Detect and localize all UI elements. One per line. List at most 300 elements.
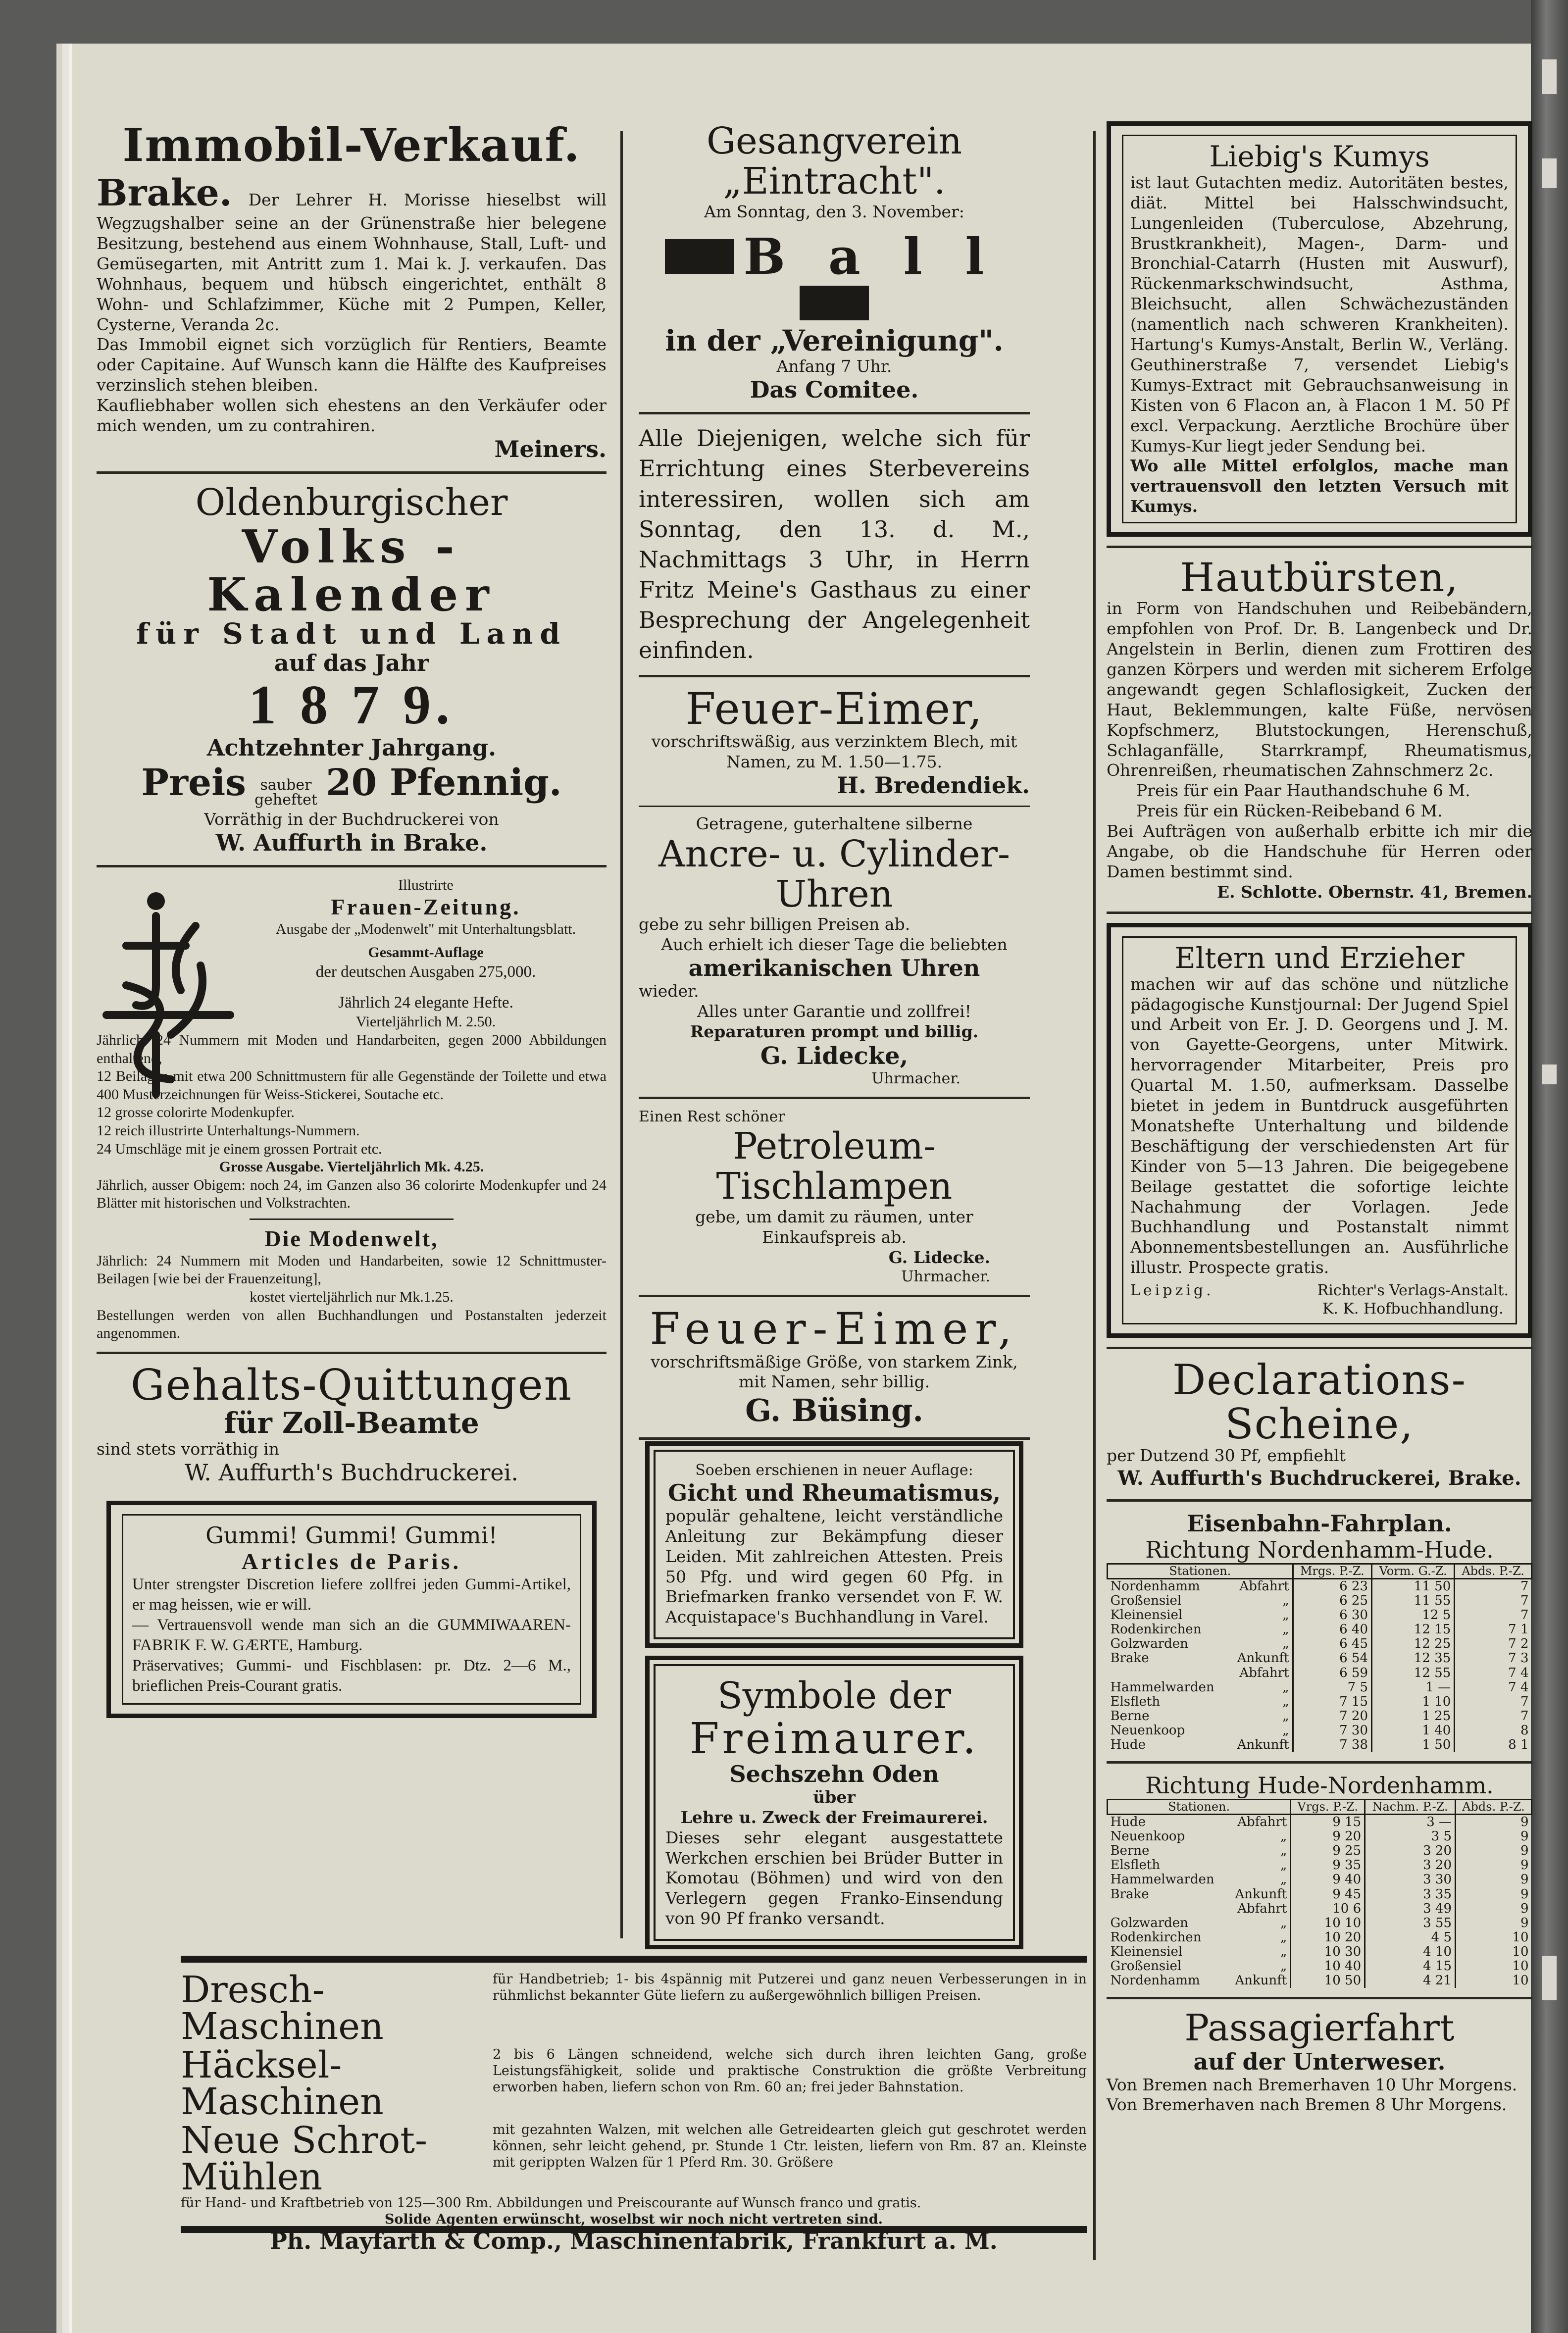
eltern-title: Eltern und Erzieher [1174,941,1465,975]
immobil-text1: Der Lehrer H. Morisse hieselbst will Wegzugshalber seine an der Grünenstraße hier belegene Besitzung, bestehend aus einem Wohnhause, Stall, Luft- und Gemüsegarten, mit Antritt zum 1. Mai k. J. verkaufen. Das Wohnhaus, bequem und hübsch eingerichtet, enthält 8 Wohn- und Schlafzimmer, Küche mit 2 Pumpen, Keller, Cysterne, Veranda 2c. [97,190,607,334]
sterbe-text: Alle Diejenigen, welche sich für Errichtung eines Sterbevereins interessiren, wollen sich am Sonntag, den 13. d. M., Nachmittags 3 Uhr, in Herrn Fritz Meine's Gasthaus zu einer Besprechung der Angelegenheit einfinden. [639,425,1030,664]
column-rule-2 [1093,131,1096,2260]
divider [639,675,1030,677]
arrival-departure-cell: „ [1282,1694,1289,1709]
timetable-row [1108,1695,1532,1709]
arrival-departure-cell: „ [1282,1622,1289,1637]
gesang-l4: Das Comitee. [750,376,919,404]
arrival-departure-cell: „ [1282,1708,1289,1724]
time-cell: 10 50 [1291,1974,1365,1988]
kalender-l2: Volks - Kalender [207,520,496,621]
divider [250,1218,454,1220]
arrival-departure-cell: „ [1282,1723,1289,1738]
maschine-2-text: 2 bis 6 Längen schneidend, welche sich durch ihren leichten Gang, große Leistungsfähigkeit, solide und praktische Construktion die größte Verbreitung erworben haben, liefern schon von Rm. 60 an; frei jeder Bahnstation. [493,2047,1087,2095]
uhren-l7: Reparaturen prompt und billig. [690,1021,979,1041]
feuer2-ad [639,1303,1030,1429]
time-cell: 9 15 [1291,1814,1365,1829]
time-cell: 6 30 [1293,1608,1371,1623]
divider [1107,1499,1532,1502]
column-rule-1 [620,131,623,1938]
maschine-1: Dresch-Maschinen [181,1969,384,2048]
fahrplan-table-2 [1107,1799,1532,1988]
arrival-departure-cell: Abfahrt [1237,1901,1287,1916]
station-cell [1108,1666,1228,1680]
timetable-row [1108,1829,1532,1844]
uhren-l2: gebe zu sehr billigen Preisen ab. [639,914,910,934]
time-cell: 12 25 [1372,1637,1455,1651]
time-cell: 3 49 [1365,1902,1456,1916]
time-cell: 7 38 [1293,1738,1371,1752]
time-cell: 7 4 [1455,1680,1532,1695]
maschine-text-4: für Hand- und Kraftbetrieb von 125—300 Rm. Abbildungen und Preiscourante auf Wunsch franco und gratis. [181,2195,921,2211]
time-cell: 11 50 [1372,1578,1455,1594]
time-cell: 7 3 [1455,1651,1532,1666]
column-right [1107,121,1532,2115]
time-cell: 9 [1456,1844,1532,1858]
kalender-l5: Achtzehnter Jahrgang. [206,734,497,761]
frauen-grosse-text: Jährlich, ausser Obigem: noch 24, im Ganzen also 36 colorirte Modenkupfer und 24 Blätter mit historischen und Volkstrachten. [97,1176,607,1212]
kumys-bold: Wo alle Mittel erfolglos, mache man vertrauensvoll den letzten Versuch mit Kumys. [1130,456,1509,516]
station-cell: Brake [1110,1886,1149,1902]
gehalt-l4: W. Auffurth's Buchdruckerei. [185,1459,518,1486]
divider [1107,546,1532,548]
time-cell: 3 20 [1365,1844,1456,1858]
petrol-signature2: Uhrmacher. [901,1268,990,1285]
arrival-departure-cell: Abfahrt [1237,1814,1287,1829]
kalender-l4: auf das Jahr [274,650,429,677]
divider [97,471,607,474]
fahrplan [1107,1511,1532,1988]
frei-l1: Symbole der [717,1674,952,1718]
divider [1107,912,1532,914]
fahrplan-title: Eisenbahn-Fahrplan. [1187,1510,1452,1537]
time-cell: 12 15 [1372,1623,1455,1637]
station-cell: Rodenkirchen [1110,1622,1202,1637]
station-cell: Golzwarden [1110,1636,1188,1652]
immobil-text2: Das Immobil eignet sich vorzüglich für Rentiers, Beamte oder Capitaine. Auf Wunsch kann die Hälfte des Kaufpreises verzinslich stehen bleiben. [97,335,607,395]
uhren-l5: wieder. [639,981,699,1001]
petrol-l2: gebe, um damit zu räumen, unter Einkaufspreis ab. [695,1207,973,1247]
kumys-text: ist laut Gutachten mediz. Autoritäten bestes, diät. Mittel bei Halsschwindsucht, Lungenleiden (Tuberculose, Abzehrung, Brustkrankheit), Magen-, Darm- und Bronchial-Catarrh (Husten mit Auswurf), Rückenmarkschwindsucht, Asthma, Bleichsucht, allen Schwächezuständen (namentlich nach schweren Krankheiten). Hartung's Kumys-Anstalt, Berlin W., Verläng. Geuthinerstraße 7, versendet Liebig's Kumys-Extract mit Gebrauchsanweisung in Kisten von 6 Flacon an, à Flacon 1 M. 50 Pf excl. Verpackung. Aerztliche Brochüre über Kumys-Kur liegt jeder Sendung bei. [1130,172,1509,456]
table-header: Vorm. G.-Z. [1372,1564,1455,1579]
immobil-title: Immobil-Verkauf. [122,118,581,172]
column-middle [639,121,1030,1941]
timetable-row [1108,1666,1532,1680]
kalender-l7: W. Auffurth in Brake. [215,829,488,856]
petrol-signature: G. Lidecke. [888,1247,990,1267]
petrol-ad [639,1108,1030,1286]
timetable-row [1108,1738,1532,1752]
uhren-l4: amerikanischen Uhren [688,955,980,982]
decl-ad [1107,1358,1532,1490]
black-bar [665,239,734,274]
divider [1107,1347,1532,1349]
maschine-signature: Ph. Mayfarth & Comp., Maschinenfabrik, Frankfurt a. M. [270,2227,998,2254]
kalender-l3: für Stadt und Land [136,617,567,651]
gummi-l5: Präservatives; Gummi- und Fischblasen: pr. Dtz. 2—6 M., brieflichen Preis-Courant gratis. [132,1657,571,1695]
station-cell: Nordenhamm [1110,1973,1200,1988]
table-header: Stationen. [1108,1564,1293,1579]
frauen-item: 12 reich illustrirte Unterhaltungs-Nummern. [97,1122,360,1139]
kalender-l6: Vorräthig in der Buchdruckerei von [204,810,499,829]
gesang-l3: Anfang 7 Uhr. [776,356,892,376]
timetable-row [1108,1651,1532,1666]
arrival-departure-cell: Ankunft [1235,1973,1287,1988]
time-cell: 9 20 [1291,1829,1365,1844]
frauen-l5: der deutschen Ausgaben 275,000. [315,963,536,981]
frei-l5: Lehre u. Zweck der Freimaurerei. [680,1807,988,1827]
time-cell: 6 23 [1293,1578,1371,1594]
eltern-ad [1107,923,1532,1338]
arrival-departure-cell: Ankunft [1237,1651,1289,1666]
time-cell: 7 [1455,1608,1532,1623]
arrival-departure-cell: „ [1280,1915,1287,1930]
immobil-place: Brake. [97,171,232,214]
time-cell: 1 40 [1372,1724,1455,1738]
time-cell: 10 [1456,1930,1532,1945]
time-cell: 9 [1456,1814,1532,1829]
time-cell: 1 — [1372,1680,1455,1695]
maschine-2: Häcksel-Maschinen [181,2044,384,2123]
gehalt-ad [97,1360,607,1486]
time-cell: 9 [1456,1829,1532,1844]
eltern-text: machen wir auf das schöne und nützliche pädagogische Kunstjournal: Der Jugend Spiel und Arbeit von Er. J. D. Georgens und J. M. von Gayette-Georgens, unter Mitwirk. hervorragender Mitarbeiter, Preis pro Quartal M. 1.50, aufmerksam. Dasselbe bietet in jedem in Buntdruck ausgeführten Monatshefte Unterhaltung und bildende Beschäftigung der verschiedensten Art für Kinder von 5—13 Jahren. Die beigegebene Beilage gestattet die sofortige leichte Nachahmung der Vorlagen. Jede Buchhandlung und Postanstalt nimmt Abonnementsbestellungen an. Ausführliche illustr. Prospecte gratis. [1130,974,1509,1277]
time-cell: 12 5 [1372,1608,1455,1623]
station-cell: Brake [1110,1651,1149,1666]
station-cell: Hude [1110,1814,1146,1829]
uhren-signature: G. Lidecke, [760,1042,909,1070]
time-cell: 7 30 [1293,1724,1371,1738]
frei-l2: Freimaurer. [689,1714,979,1764]
time-cell: 10 [1456,1974,1532,1988]
timetable-row [1108,1873,1532,1887]
petrol-title: Petroleum-Tischlampen [716,1125,953,1208]
time-cell: 10 6 [1291,1902,1365,1916]
station-cell: Hammelwarden [1110,1679,1214,1695]
time-cell: 10 30 [1291,1945,1365,1959]
sterbe-ad [639,423,1030,665]
gesang-ball: B a l l [743,227,997,286]
time-cell: 9 [1456,1916,1532,1930]
timetable-row [1108,1578,1532,1594]
timetable-row [1108,1594,1532,1608]
station-cell: Großensiel [1110,1593,1182,1609]
book-spine [1531,0,1568,2333]
time-cell: 7 4 [1455,1666,1532,1680]
timetable-row [1108,1902,1532,1916]
eltern-right1: Richter's Verlags-Anstalt. [1317,1282,1509,1300]
time-cell: 3 5 [1365,1829,1456,1844]
kalender-price-c: 20 Pfennig. [326,761,562,804]
arrival-departure-cell: Ankunft [1237,1737,1289,1753]
timetable-row [1108,1709,1532,1724]
arrival-departure-cell: Abfahrt [1239,1665,1289,1680]
time-cell: 7 [1455,1695,1532,1709]
frauen-item: 12 Beilagen mit etwa 200 Schnittmustern für alle Gegenstände der Toilette und etwa 400 Musterzeichnungen für Weiss-Stickerei, Soutache etc. [97,1068,607,1103]
time-cell: 9 [1456,1887,1532,1902]
timetable-row [1108,1916,1532,1930]
gicht-ad [654,1450,1015,1639]
frauen-ad [97,876,607,1343]
time-cell: 10 20 [1291,1930,1365,1945]
station-cell [1108,1902,1227,1916]
arrival-departure-cell: Abfahrt [1239,1578,1289,1594]
timetable-row [1108,1814,1532,1829]
timetable-row [1108,1637,1532,1651]
gesang-l2: in der „Vereinigung". [665,323,1004,357]
arrival-departure-cell: „ [1282,1608,1289,1623]
decl-l2: W. Auffurth's Buchdruckerei, Brake. [1117,1466,1521,1490]
maschine-3-text: mit gezahnten Walzen, mit welchen alle Getreidearten gleich gut geschrotet werden können, sehr leicht gehend, pr. Stunde 1 Ctr. leisten, liefern von Rm. 87 an. Kleinste mit gerippten Walzen für 1 Pferd Rm. 30. Größere [493,2122,1087,2170]
table-header: Vrgs. P.-Z. [1291,1800,1365,1815]
haut-p2: Preis für ein Rücken-Reibeband 6 M. [1136,801,1443,821]
frei-l4: über [813,1787,856,1807]
time-cell: 7 15 [1293,1695,1371,1709]
gummi-ad [106,1501,597,1718]
time-cell: 12 55 [1372,1666,1455,1680]
divider [639,1295,1030,1297]
table-header: Nachm. P.-Z. [1365,1800,1456,1815]
modenwelt-price: kostet vierteljährlich nur Mk.1.25. [250,1288,454,1305]
timetable-row [1108,1959,1532,1974]
station-cell: Berne [1110,1708,1150,1724]
feuer2-title: Feuer-Eimer, [650,1303,1019,1355]
timetable-row [1108,1974,1532,1988]
timetable-row [1108,1844,1532,1858]
frauen-l1: Illustrirte [398,876,454,893]
gummi-l4: — Vertrauensvoll wende man sich an die GUMMIWAAREN-FABRIK F. W. GÆRTE, Hamburg. [132,1616,571,1655]
gehalt-l2: für Zoll-Beamte [224,1406,479,1440]
divider [639,1437,1030,1440]
arrival-departure-cell: Ankunft [1235,1886,1287,1902]
haut-p1: Preis für ein Paar Hauthandschuhe 6 M. [1136,781,1470,801]
time-cell: 8 [1455,1724,1532,1738]
uhren-title: Ancre- u. Cylinder-Uhren [658,832,1010,916]
gehalt-l3: sind stets vorräthig in [97,1439,279,1459]
station-cell: Neuenkoop [1110,1723,1185,1738]
divider [1107,1997,1532,1999]
kalender-price-a: Preis [141,761,246,804]
time-cell: 10 10 [1291,1916,1365,1930]
time-cell: 9 [1456,1873,1532,1887]
timetable-row [1108,1858,1532,1873]
haut-p3: Bei Aufträgen von außerhalb erbitte ich mir die Angabe, ob die Handschuhe für Herren oder Damen bestimmt sind. [1107,821,1532,881]
station-cell: Hude [1110,1737,1146,1753]
passagier-l2: auf der Unterweser. [1193,2048,1446,2075]
feuer1-signature: H. Bredendiek. [837,771,1030,799]
gicht-title: Gicht und Rheumatismus, [667,1479,1001,1506]
haut-text: in Form von Handschuhen und Reibebändern, empfohlen von Prof. Dr. B. Langenbeck und Dr. Angelstein in Berlin, dienen zum Frottiren des ganzen Körpers und werden mit sicherem Erfolge angewandt gegen Schlaflosigkeit, Zucken der Haut, Beklemmungen, kalte Füße, nervösen Kopfschmerz, Blutstockungen, Herenschuß, Schlaganfälle, Starrkrampf, Rheumatismus, Ohrenreißen, rheumatischen Zahnschmerz 2c. [1107,599,1532,780]
kumys-ad [1107,121,1532,537]
gesang-l1: Am Sonntag, den 3. November: [704,202,964,221]
immobil-text3: Kaufliebhaber wollen sich ehestens an den Verkäufer oder mich wenden, um zu contrahiren. [97,396,607,436]
time-cell: 10 40 [1291,1959,1365,1974]
freimaurer-ad [654,1664,1015,1941]
divider [639,806,1030,807]
frauen-l4: Gesammt-Auflage [368,944,484,961]
station-cell: Kleinensiel [1110,1944,1183,1959]
frauen-l2: Frauen-Zeitung. [331,894,521,920]
station-cell: Golzwarden [1110,1915,1188,1930]
frauen-l7: Vierteljährlich M. 2.50. [355,1014,496,1030]
passagier-l1: Passagierfahrt [1184,2007,1455,2050]
station-cell: Neuenkoop [1110,1829,1185,1844]
time-cell: 9 25 [1291,1844,1365,1858]
timetable-row [1108,1608,1532,1623]
modenwelt-emblem-icon [97,886,240,1099]
gummi-title: Gummi! Gummi! Gummi! [205,1522,498,1549]
gummi-l2: Articles de Paris. [242,1548,461,1574]
frauen-grosse: Grosse Ausgabe. Vierteljährlich Mk. 4.25. [219,1159,484,1175]
station-cell: Elsfleth [1110,1858,1161,1873]
station-cell: Elsfleth [1110,1694,1161,1709]
time-cell: 6 45 [1293,1637,1371,1651]
station-cell: Nordenhamm [1110,1578,1200,1594]
gehalt-title: Gehalts-Quittungen [130,1360,573,1410]
frauen-item: Jährlich: 24 Nummern mit Moden und Handarbeiten, gegen 2000 Abbildungen enthaltend, [97,1031,607,1066]
feuer1-title: Feuer-Eimer, [685,683,983,734]
arrival-departure-cell: „ [1280,1872,1287,1887]
kumys-title: Liebig's Kumys [1209,140,1430,173]
eltern-right2: K. K. Hofbuchhandlung. [1322,1300,1504,1318]
arrival-departure-cell: „ [1282,1593,1289,1609]
decl-l1: per Dutzend 30 Pf, empfiehlt [1107,1445,1346,1465]
arrival-departure-cell: „ [1280,1829,1287,1844]
fahrplan-table-1 [1107,1563,1532,1752]
time-cell: 1 25 [1372,1709,1455,1724]
haut-signature: E. Schlotte. Obernstr. 41, Bremen. [1217,882,1532,902]
frei-text: Dieses sehr elegant ausgestattete Werkchen erschien bei Brüder Butter in Komotau (Böhmen) und wird von den Verlegern gegen Franko-Einsendung von 90 Pf franko versandt. [665,1827,1003,1928]
time-cell: 7 [1455,1578,1532,1594]
time-cell: 1 10 [1372,1695,1455,1709]
station-cell: Hammelwarden [1110,1872,1214,1887]
timetable-row [1108,1724,1532,1738]
divider [639,1097,1030,1099]
arrival-departure-cell: „ [1280,1944,1287,1959]
fahrplan-dir2: Richtung Hude-Nordenhamm. [1145,1772,1494,1799]
frauen-bestell: Bestellungen werden von allen Buchhandlungen und Postanstalten jederzeit angenommen. [97,1307,607,1342]
modenwelt-title: Die Modenwelt, [264,1225,439,1251]
haut-ad [1107,557,1532,903]
timetable-row [1108,1680,1532,1695]
time-cell: 4 21 [1365,1974,1456,1988]
timetable-row [1108,1623,1532,1637]
divider [97,1352,607,1354]
gummi-l3: Unter strengster Discretion liefere zollfrei jeden Gummi-Artikel, er mag heissen, wie er will. [132,1575,571,1614]
time-cell: 9 40 [1291,1873,1365,1887]
time-cell: 7 2 [1455,1637,1532,1651]
immobil-ad [97,118,607,462]
immobil-signature: Meiners. [494,435,607,462]
gicht-text: populär gehaltene, leicht verständliche Anleitung zur Bekämpfung dieser Leiden. Mit zahlreichen Attesten. Preis 50 Pfg. und wird gegen 60 Pfg. in Briefmarken franko versendet von F. W. Acquistapace's Buchhandlung in Varel. [665,1506,1003,1627]
time-cell: 1 50 [1372,1738,1455,1752]
time-cell: 7 [1455,1594,1532,1608]
table-header: Mrgs. P.-Z. [1293,1564,1371,1579]
divider [1107,1761,1532,1764]
station-cell: Rodenkirchen [1110,1929,1202,1945]
time-cell: 4 15 [1365,1959,1456,1974]
divider [639,412,1030,414]
table-header: Abds. P.-Z. [1456,1800,1532,1815]
maschinen-ad [181,1956,1087,2254]
timetable-row [1108,1930,1532,1945]
time-cell: 4 5 [1365,1930,1456,1945]
passagier-l4: Von Bremerhaven nach Bremen 8 Uhr Morgens. [1107,2095,1507,2115]
time-cell: 6 54 [1293,1651,1371,1666]
uhren-signature2: Uhrmacher. [871,1069,961,1087]
feuer2-signature: G. Büsing. [745,1392,923,1429]
timetable-row [1108,1945,1532,1959]
haut-title: Hautbürsten, [1180,555,1459,601]
arrival-departure-cell: „ [1280,1959,1287,1974]
column-left [97,118,607,1718]
kalender-price-b2: geheftet [254,791,317,809]
time-cell: 3 — [1365,1814,1456,1829]
frauen-item: 12 grosse colorirte Modenkupfer. [97,1104,295,1121]
station-cell: Kleinensiel [1110,1608,1183,1623]
feuer2-text: vorschriftsmäßige Größe, von starkem Zink, mit Namen, sehr billig. [651,1352,1018,1392]
fahrplan-dir1: Richtung Nordenhamm-Hude. [1145,1536,1494,1564]
gesang-title: Gesangverein „Eintracht". [706,120,962,203]
time-cell: 7 1 [1455,1623,1532,1637]
frauen-item: 24 Umschläge mit je einem grossen Portrait etc. [97,1140,382,1157]
frauen-l6: Jährlich 24 elegante Hefte. [338,994,513,1012]
feuer1-text: vorschriftswäßig, aus verzinktem Blech, mit Namen, zu M. 1.50—1.75. [651,732,1017,771]
maschine-text-5: Solide Agenten erwünscht, woselbst wir noch nicht vertreten sind. [384,2211,883,2227]
time-cell: 4 10 [1365,1945,1456,1959]
table-header: Stationen. [1108,1800,1291,1815]
time-cell: 9 [1456,1858,1532,1873]
time-cell: 3 30 [1365,1873,1456,1887]
time-cell: 3 35 [1365,1887,1456,1902]
maschine-3: Neue Schrot-Mühlen [181,2119,427,2198]
time-cell: 10 [1456,1959,1532,1974]
time-cell: 7 [1455,1709,1532,1724]
feuer1-ad [639,683,1030,799]
time-cell: 3 20 [1365,1858,1456,1873]
eltern-left: Leipzig. [1130,1282,1214,1300]
time-cell: 9 45 [1291,1887,1365,1902]
time-cell: 6 59 [1293,1666,1371,1680]
station-cell: Großensiel [1110,1959,1182,1974]
kalender-l1: Oldenburgischer [195,481,508,524]
time-cell: 9 35 [1291,1858,1365,1873]
table-header: Abds. P.-Z. [1455,1564,1532,1579]
time-cell: 10 [1456,1945,1532,1959]
time-cell: 8 1 [1455,1738,1532,1752]
time-cell: 6 25 [1293,1594,1371,1608]
kalender-ad [97,483,607,856]
passagier-ad [1107,2008,1532,2115]
arrival-departure-cell: „ [1280,1843,1287,1859]
arrival-departure-cell: „ [1282,1636,1289,1652]
modenwelt-text: Jährlich: 24 Nummern mit Moden und Handarbeiten, sowie 12 Schnittmuster-Beilagen [wie bei der Frauenzeitung], [97,1252,607,1287]
petrol-l1: Einen Rest schöner [639,1108,785,1126]
uhren-ad [639,814,1030,1088]
time-cell: 3 55 [1365,1916,1456,1930]
timetable-row [1108,1887,1532,1902]
arrival-departure-cell: „ [1280,1929,1287,1945]
time-cell: 7 5 [1293,1680,1371,1695]
time-cell: 6 40 [1293,1623,1371,1637]
kalender-year: 1 8 7 9. [249,674,455,736]
time-cell: 12 35 [1372,1651,1455,1666]
frei-l3: Sechszehn Oden [729,1760,939,1787]
station-cell: Berne [1110,1843,1150,1859]
uhren-l1: Getragene, guterhaltene silberne [696,813,973,833]
uhren-l6: Alles unter Garantie und zollfrei! [697,1002,971,1021]
black-bar [800,286,869,320]
